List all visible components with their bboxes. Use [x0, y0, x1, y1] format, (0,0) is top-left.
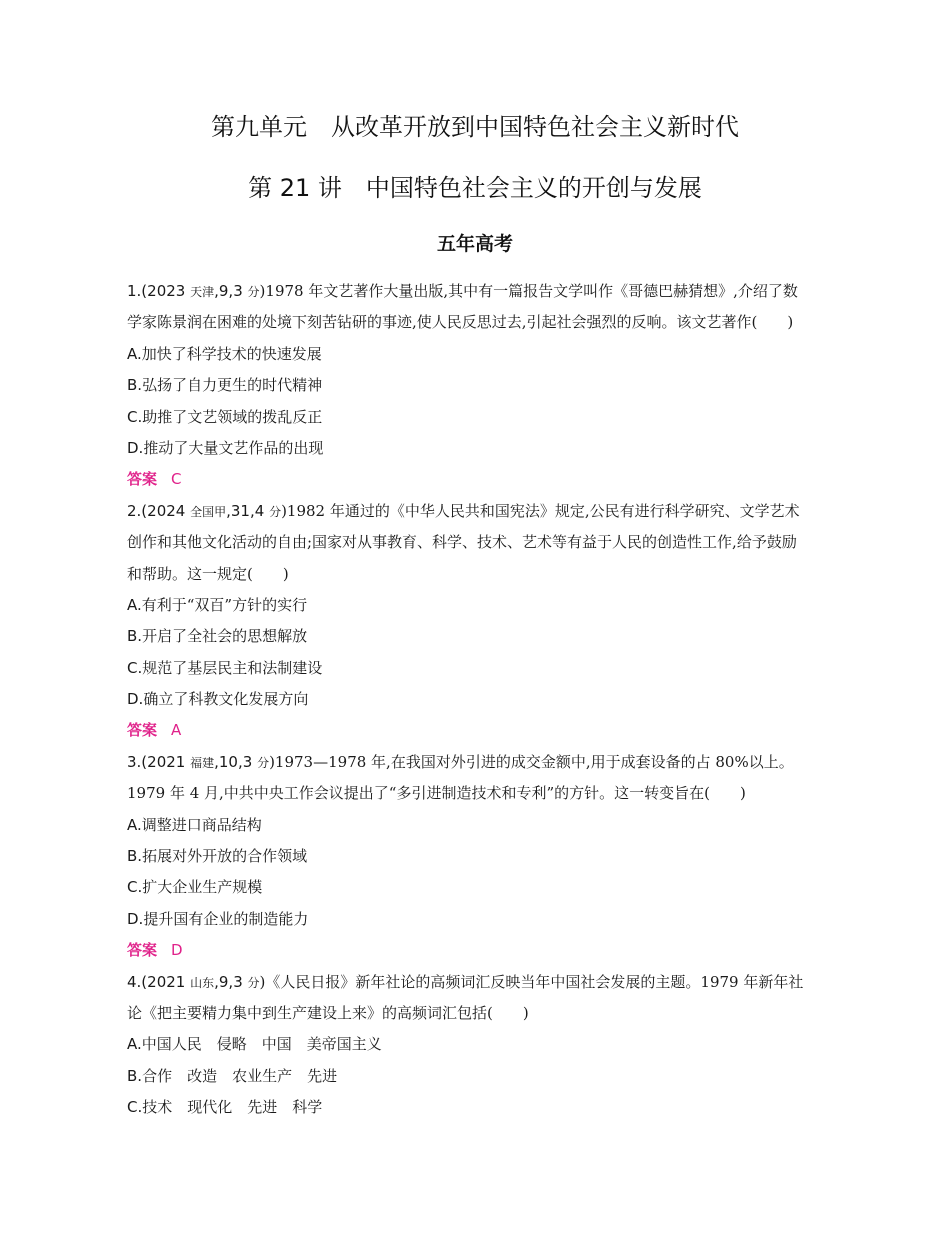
question-stem-line: 1979 年 4 月,中共中央工作会议提出了“多引进制造技术和专利”的方针。这一转变旨在( ) [127, 784, 746, 803]
option-d [127, 904, 827, 935]
question-number: 4.(2021 [127, 972, 191, 991]
option-c [127, 1092, 827, 1123]
option-text: 拓展对外开放的合作领域 [142, 847, 308, 866]
option-letter: C. [127, 1098, 143, 1117]
unit-title: 第九单元 从改革开放到中国特色社会主义新时代 [211, 113, 739, 141]
answer-line [127, 464, 827, 495]
answer-value: A [171, 721, 182, 740]
question-stem-line [127, 967, 827, 998]
option-text: 加快了科学技术的快速发展 [141, 344, 322, 363]
question-number: 1.(2023 [127, 282, 191, 300]
question-stem-text: )1973—1978 年,在我国对外引进的成交金额中,用于成套设备的占 80%以上。 [269, 752, 794, 771]
option-text: 有利于“双百”方针的实行 [141, 595, 308, 614]
option-letter: A. [127, 815, 142, 834]
question-source: 福建 [190, 755, 215, 770]
question-number: 3.(2021 [127, 752, 191, 771]
section-title: 五年高考 [436, 233, 513, 255]
option-letter: B. [127, 847, 143, 866]
option-text: 调整进口商品结构 [141, 815, 262, 834]
question-source: 山东 [190, 975, 215, 990]
option-text: 合作 改造 农业生产 先进 [142, 1066, 338, 1085]
question-meta: ,9,3 [214, 972, 248, 991]
question-score-unit: 分 [247, 975, 260, 990]
option-letter: B. [127, 376, 143, 395]
option-a [127, 1029, 827, 1060]
question-meta: ,10,3 [214, 752, 258, 771]
question-stem-line [127, 496, 827, 527]
question-3 [127, 747, 827, 967]
answer-label: 答案 [127, 470, 158, 489]
answer-value: D [171, 941, 183, 960]
question-stem-line: 创作和其他文化活动的自由;国家对从事教育、科学、技术、艺术等有益于人民的创造性工作,给予鼓励 [127, 533, 797, 552]
answer-line [127, 715, 827, 746]
question-source: 全国甲 [190, 504, 227, 519]
question-meta: ,9,3 [214, 282, 248, 300]
option-text: 规范了基层民主和法制建设 [142, 658, 323, 677]
option-d [127, 433, 827, 464]
option-a [127, 339, 827, 370]
question-stem-line: 论《把主要精力集中到生产建设上来》的高频词汇包括( ) [127, 1003, 529, 1022]
question-source: 天津 [190, 285, 215, 299]
answer-label: 答案 [127, 941, 158, 960]
option-text: 推动了大量文艺作品的出现 [143, 438, 324, 457]
option-letter: C. [127, 658, 143, 677]
question-stem-text: )1978 年文艺著作大量出版,其中有一篇报告文学叫作《哥德巴赫猜想》,介绍了数 [259, 282, 798, 300]
option-letter: A. [127, 344, 142, 363]
option-text: 助推了文艺领域的拨乱反正 [142, 407, 323, 426]
question-number: 2.(2024 [127, 501, 191, 520]
answer-line [127, 935, 827, 966]
option-text: 开启了全社会的思想解放 [142, 627, 308, 646]
question-stem-line [127, 747, 827, 778]
option-letter: A. [127, 595, 142, 614]
question-stem-line: 和帮助。这一规定( ) [127, 564, 289, 583]
option-a [127, 590, 827, 621]
option-letter: B. [127, 1066, 143, 1085]
option-b [127, 841, 827, 872]
option-text: 弘扬了自力更生的时代精神 [142, 376, 323, 395]
answer-value: C [171, 470, 182, 489]
option-a [127, 810, 827, 841]
question-1 [127, 276, 827, 496]
answer-label: 答案 [127, 721, 158, 740]
option-b [127, 1061, 827, 1092]
option-text: 扩大企业生产规模 [142, 878, 263, 897]
option-letter: C. [127, 878, 143, 897]
option-text: 确立了科教文化发展方向 [143, 690, 309, 709]
option-text: 技术 现代化 先进 科学 [142, 1098, 323, 1117]
question-2 [127, 496, 827, 747]
option-letter: A. [127, 1035, 142, 1054]
option-text: 中国人民 侵略 中国 美帝国主义 [141, 1035, 382, 1054]
question-meta: ,31,4 [226, 501, 270, 520]
question-score-unit: 分 [257, 755, 270, 770]
option-letter: D. [127, 690, 144, 709]
lecture-title: 第 21 讲 中国特色社会主义的开创与发展 [248, 174, 702, 202]
option-b [127, 370, 827, 401]
option-c [127, 872, 827, 903]
question-list [127, 276, 827, 1124]
option-b [127, 621, 827, 652]
option-letter: D. [127, 438, 144, 457]
question-stem-text: )《人民日报》新年社论的高频词汇反映当年中国社会发展的主题。1979 年新年社 [259, 972, 804, 991]
option-letter: B. [127, 627, 143, 646]
option-d [127, 684, 827, 715]
option-letter: C. [127, 407, 143, 426]
option-letter: D. [127, 909, 144, 928]
question-stem-text: )1982 年通过的《中华人民共和国宪法》规定,公民有进行科学研究、文学艺术 [281, 501, 800, 520]
option-c [127, 653, 827, 684]
question-score-unit: 分 [269, 504, 282, 519]
question-stem-line [127, 276, 827, 307]
option-c [127, 402, 827, 433]
question-stem-line: 学家陈景润在困难的处境下刻苦钻研的事迹,使人民反思过去,引起社会强烈的反响。该文艺著作( ) [127, 313, 794, 332]
option-text: 提升国有企业的制造能力 [143, 909, 309, 928]
question-4 [127, 967, 827, 1124]
question-score-unit: 分 [247, 285, 260, 299]
